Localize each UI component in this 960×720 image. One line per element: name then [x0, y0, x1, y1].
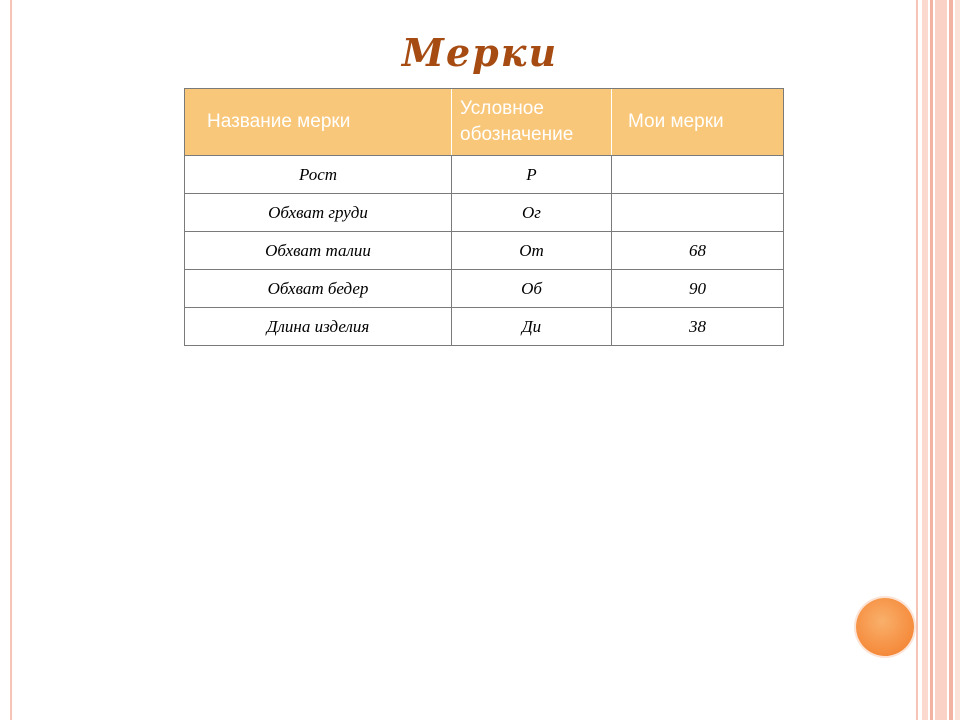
cell-name: Обхват талии: [265, 240, 371, 260]
cell-name: Обхват бедер: [267, 278, 369, 298]
decorative-stripe: [955, 0, 960, 720]
cell-symbol: Р: [451, 156, 611, 193]
decorative-stripe: [922, 0, 928, 720]
slide-title: Мерки: [401, 30, 559, 75]
header-symbol: Условное обозначение: [451, 89, 611, 155]
cell-name: Длина изделия: [266, 316, 370, 336]
cell-value: [611, 194, 783, 231]
table-row: [184, 156, 784, 194]
cell-value: 68: [611, 232, 783, 269]
decorative-stripe: [949, 0, 953, 720]
decorative-circle-icon: [856, 598, 914, 656]
cell-value: 38: [611, 308, 783, 345]
cell-symbol: Об: [451, 270, 611, 307]
table-row: [184, 308, 784, 346]
cell-name: Рост: [298, 164, 338, 184]
measurements-table: [184, 88, 784, 346]
table-row: [184, 270, 784, 308]
decorative-stripe: [930, 0, 933, 720]
cell-symbol: От: [451, 232, 611, 269]
cell-symbol: Ди: [451, 308, 611, 345]
cell-name: Обхват груди: [268, 202, 368, 222]
header-my-measurements: Мои мерки: [611, 89, 783, 155]
decorative-stripe: [935, 0, 947, 720]
cell-value: [611, 156, 783, 193]
header-name: Название мерки: [207, 111, 351, 132]
table-header: [184, 88, 784, 156]
table-row: [184, 194, 784, 232]
cell-value: 90: [611, 270, 783, 307]
cell-symbol: Ог: [451, 194, 611, 231]
table-row: [184, 232, 784, 270]
